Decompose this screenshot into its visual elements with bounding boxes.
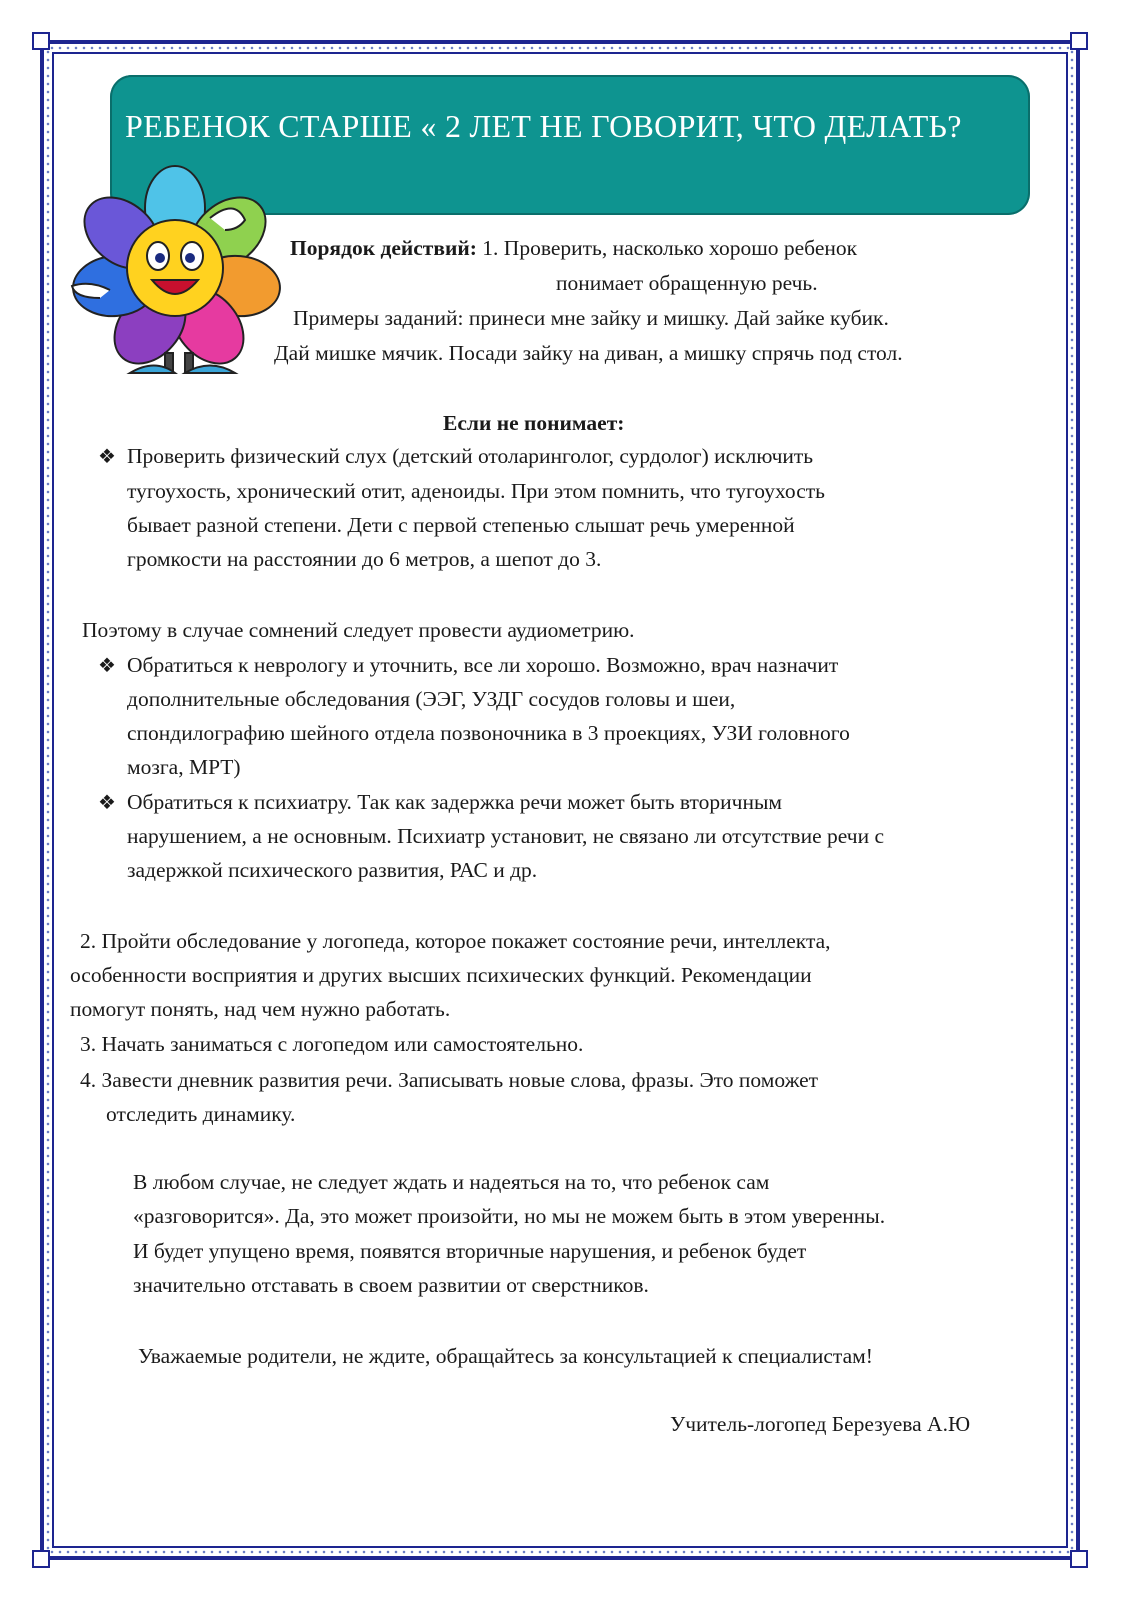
conclusion-line1: В любом случае, не следует ждать и надеяться на то, что ребенок сам (133, 1170, 770, 1194)
corner-ornament (32, 32, 50, 50)
bullet2-line2: дополнительные обследования (ЭЭГ, УЗДГ сосудов головы и шеи, (127, 687, 736, 711)
flower-mascot-illustration (60, 158, 290, 388)
bullet3-line1: Обратиться к психиатру. Так как задержка речи может быть вторичным (127, 790, 783, 814)
corner-ornament (1070, 1550, 1088, 1568)
step2-line3: помогут понять, над чем нужно работать. (70, 997, 451, 1021)
conclusion-line4: значительно отставать в своем развитии от сверстников. (133, 1273, 649, 1297)
intro-step1-line2: понимает обращенную речь. (556, 271, 818, 295)
bullet2-line4: мозга, МРТ) (127, 755, 241, 779)
audiometry-line: Поэтому в случае сомнений следует провести аудиометрию. (82, 618, 635, 642)
bullet1-line3: бывает разной степени. Дети с первой степенью слышат речь умеренной (127, 513, 795, 537)
appeal-line: Уважаемые родители, не ждите, обращайтесь за консультацией к специалистам! (138, 1344, 873, 1368)
bullet-icon: ❖ (98, 655, 116, 677)
step4-line1: 4. Завести дневник развития речи. Записывать новые слова, фразы. Это поможет (80, 1068, 819, 1092)
bullet1-line4: громкости на расстоянии до 6 метров, а шепот до 3. (127, 547, 602, 571)
bullet2-line3: спондилографию шейного отдела позвоночника в 3 проекциях, УЗИ головного (127, 721, 850, 745)
signature: Учитель-логопед Березуева А.Ю (670, 1412, 971, 1436)
conclusion-line2: «разговорится». Да, это может произойти, но мы не можем быть в этом уверенны. (133, 1204, 886, 1228)
intro-examples-line1: Примеры заданий: принеси мне зайку и мишку. Дай зайке кубик. (293, 306, 889, 330)
intro-step1-line1 (290, 231, 857, 265)
step2-line2: особенности восприятия и других высших психических функций. Рекомендации (70, 963, 812, 987)
bullet3-line2: нарушением, а не основным. Психиатр установит, не связано ли отсутствие речи с (127, 824, 884, 848)
bullet2-line1: Обратиться к неврологу и уточнить, все ли хорошо. Возможно, врач назначит (127, 653, 839, 677)
bullet1-line2: тугоухость, хронический отит, аденоиды. При этом помнить, что тугоухость (127, 479, 825, 503)
bullet3-line3: задержкой психического развития, РАС и др. (127, 858, 538, 882)
intro-examples-line2: Дай мишке мячик. Посади зайку на диван, а мишку спрячь под стол. (274, 341, 903, 365)
corner-ornament (32, 1550, 50, 1568)
bullet-icon: ❖ (98, 792, 116, 814)
intro-step1-text: 1. Проверить, насколько хорошо ребенок (476, 236, 858, 260)
step3-line: 3. Начать заниматься с логопедом или самостоятельно. (80, 1032, 584, 1056)
bullet1-line1: Проверить физический слух (детский отоларинголог, сурдолог) исключить (127, 444, 814, 468)
corner-ornament (1070, 32, 1088, 50)
page-title: РЕБЕНОК СТАРШЕ « 2 ЛЕТ НЕ ГОВОРИТ, ЧТО ДЕЛАТЬ? (125, 108, 962, 144)
bullet-icon: ❖ (98, 446, 116, 468)
step2-line1: 2. Пройти обследование у логопеда, которое покажет состояние речи, интеллекта, (80, 929, 831, 953)
conclusion-line3: И будет упущено время, появятся вторичные нарушения, и ребенок будет (133, 1239, 807, 1263)
step4-line2: отследить динамику. (106, 1102, 296, 1126)
intro-label: Порядок действий: (290, 236, 477, 260)
if-not-heading: Если не понимает: (443, 411, 625, 435)
